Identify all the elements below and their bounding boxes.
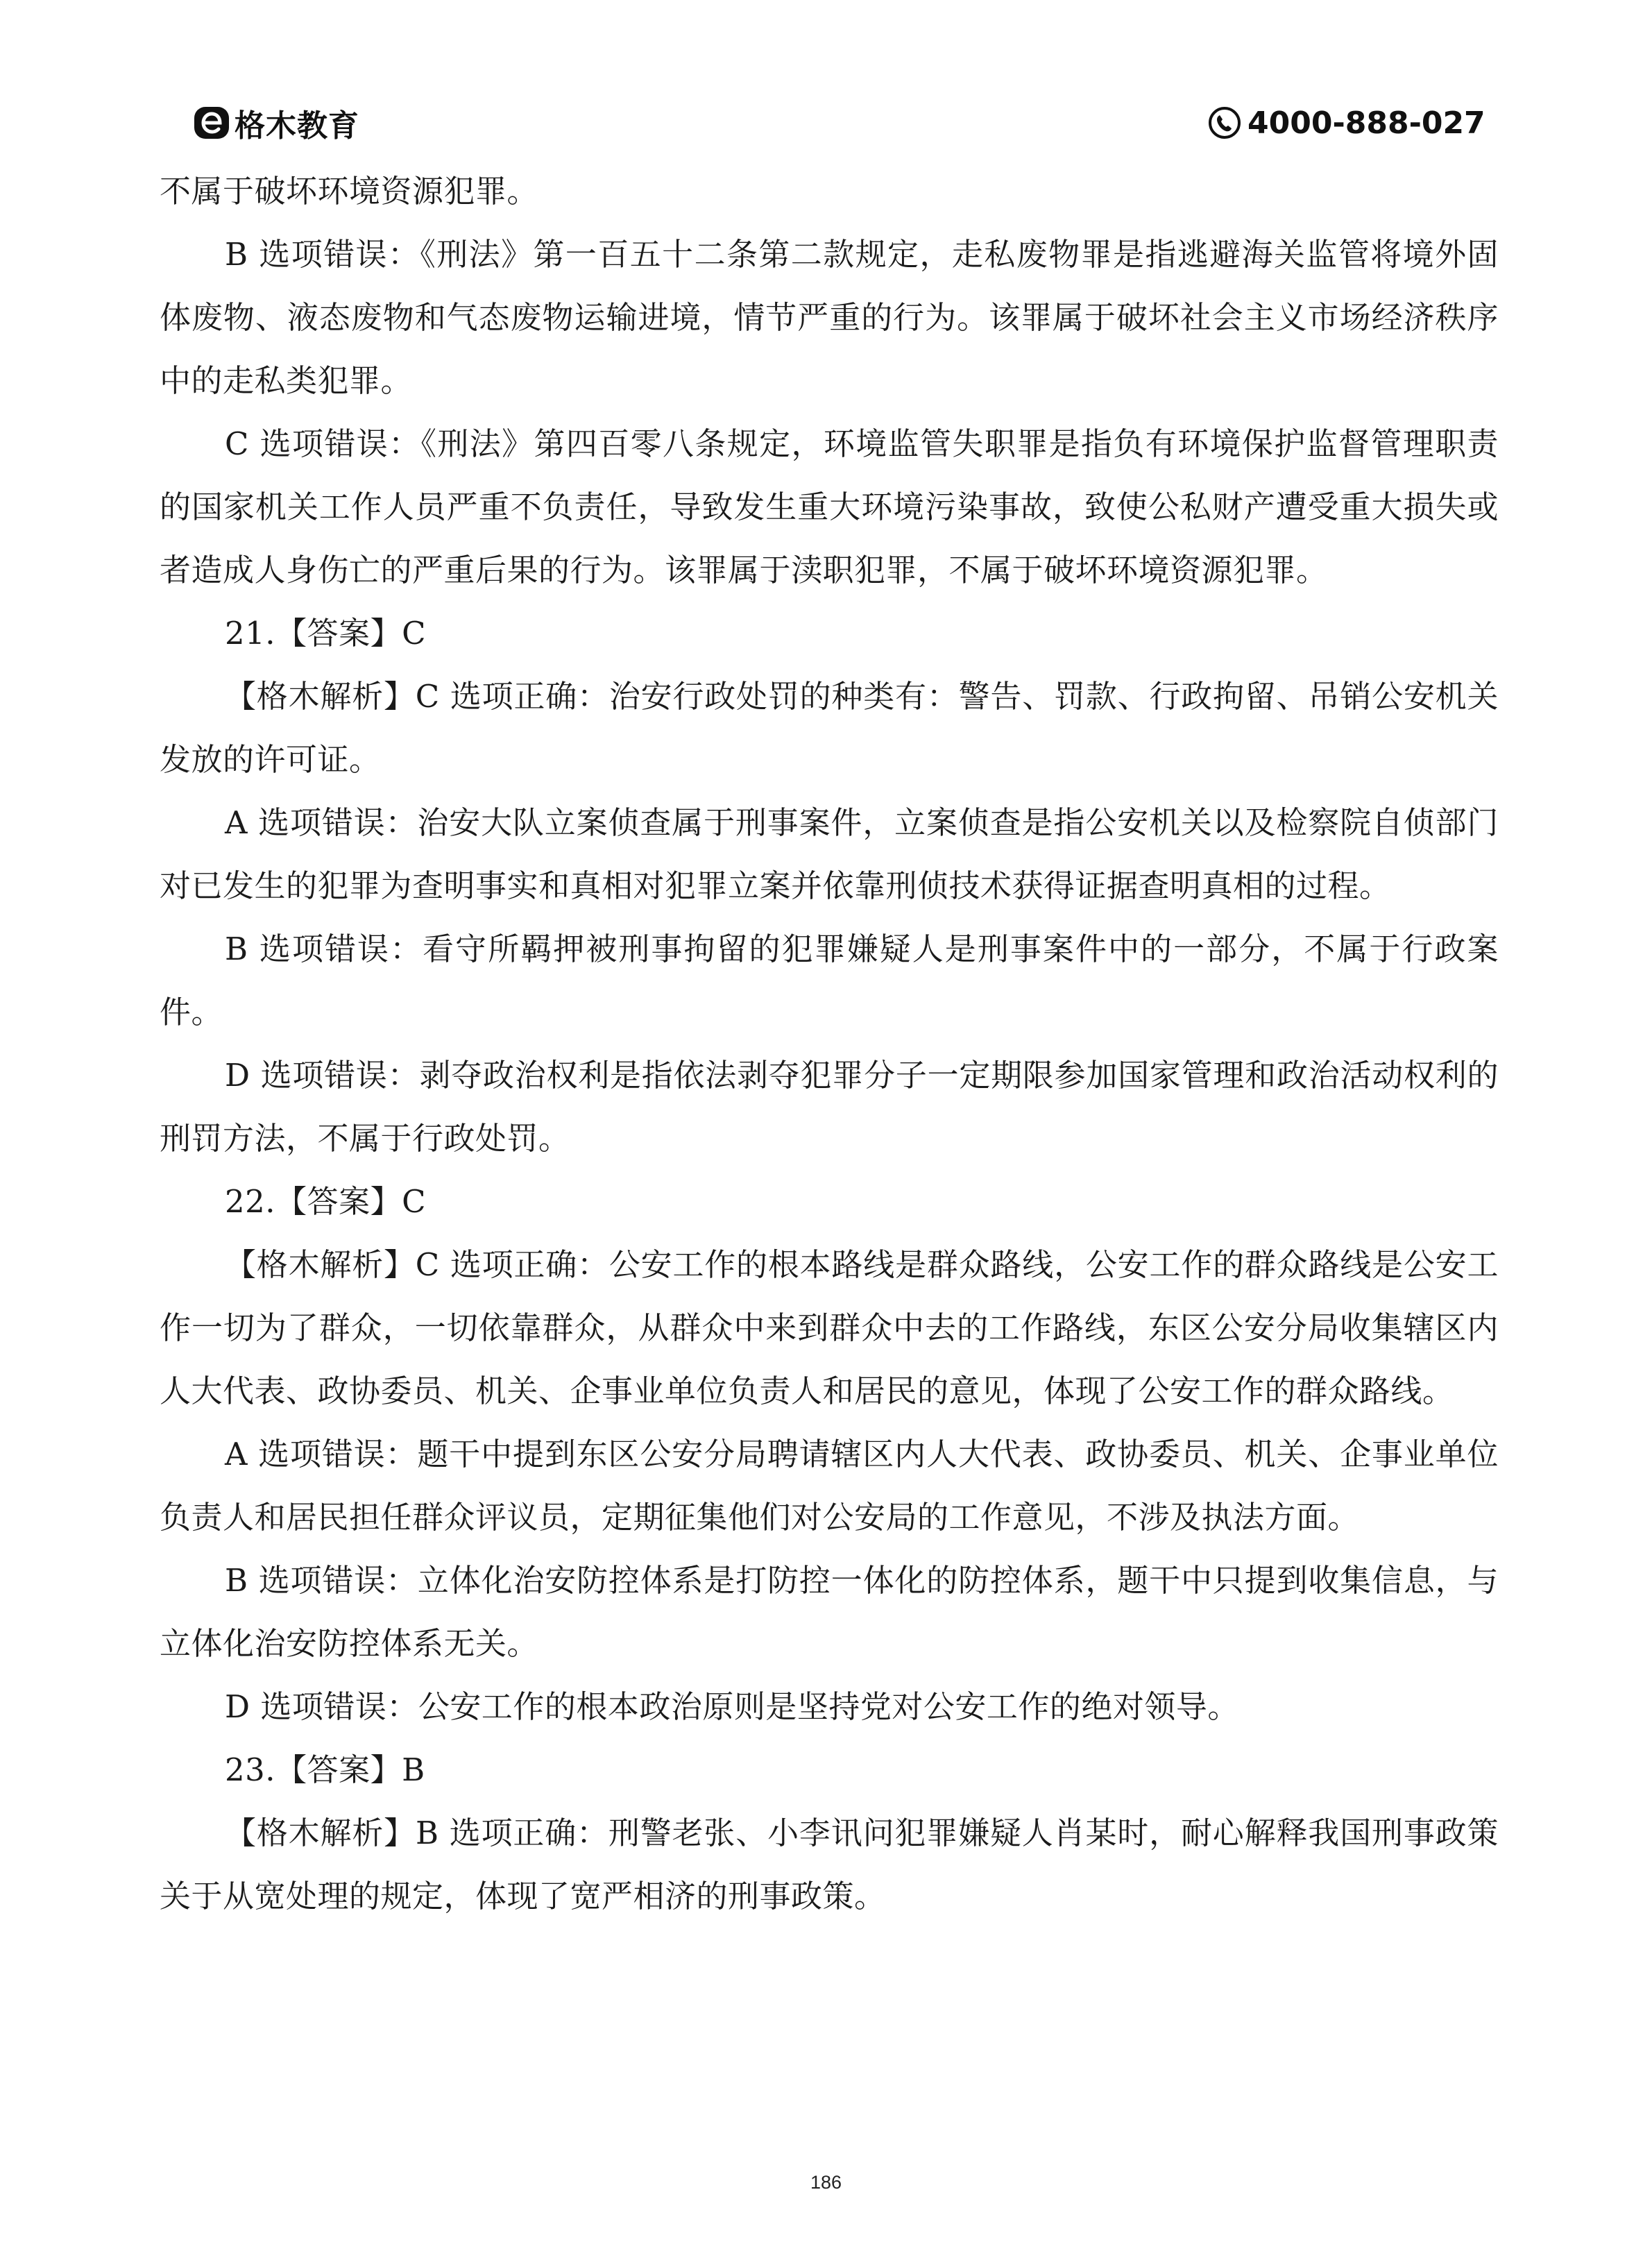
paragraph: A 选项错误：治安大队立案侦查属于刑事案件，立案侦查是指公安机关以及检察院自侦部门对已发生的犯罪为查明事实和真相对犯罪立案并依靠刑侦技术获得证据查明真相的过程。 [160,804,1499,904]
phone-number: 4000-888-027 [1247,105,1485,141]
paragraph: C 选项错误：《刑法》第四百零八条规定，环境监管失职罪是指负有环境保护监督管理职责的国家机关工作人员严重不负责任，导致发生重大环境污染事故，致使公私财产遭受重大损失或者造成人身伤亡的严重后果的行为。该罪属于渎职犯罪，不属于破坏环境资源犯罪。 [160,425,1499,588]
paragraph: A 选项错误：题干中提到东区公安分局聘请辖区内人大代表、政协委员、机关、企事业单位负责人和居民担任群众评议员，定期征集他们对公安局的工作意见，不涉及执法方面。 [160,1436,1499,1536]
paragraph: 【格木解析】C 选项正确：公安工作的根本路线是群众路线，公安工作的群众路线是公安工作一切为了群众，一切依靠群众，从群众中来到群众中去的工作路线，东区公安分局收集辖区内人大代表、政协委员、机关、企事业单位负责人和居民的意见，体现了公安工作的群众路线。 [160,1246,1499,1409]
paragraph: B 选项错误：《刑法》第一百五十二条第二款规定，走私废物罪是指逃避海关监管将境外固体废物、液态废物和气态废物运输进境，情节严重的行为。该罪属于破坏社会主义市场经济秩序中的走私类犯罪。 [160,236,1499,399]
brand-name: 格木教育 [235,108,359,144]
phone-icon [1207,105,1242,140]
paragraph: B 选项错误：看守所羁押被刑事拘留的犯罪嫌疑人是刑事案件中的一部分，不属于行政案件。 [160,931,1499,1030]
hotline [1207,103,1485,143]
paragraph: B 选项错误：立体化治安防控体系是打防控一体化的防控体系，题干中只提到收集信息，与立体化治安防控体系无关。 [160,1562,1499,1662]
answer-heading: 22.【答案】C [225,1183,426,1220]
page-header [0,0,1652,167]
e-logo-icon [193,104,230,142]
page-number: 186 [810,2172,842,2193]
paragraph: 不属于破坏环境资源犯罪。 [160,173,539,210]
paragraph: D 选项错误：公安工作的根本政治原则是坚持党对公安工作的绝对领导。 [225,1688,1239,1725]
answer-heading: 23.【答案】B [225,1751,425,1788]
paragraph: D 选项错误：剥夺政治权利是指依法剥夺犯罪分子一定期限参加国家管理和政治活动权利的刑罚方法，不属于行政处罚。 [160,1057,1499,1157]
paragraph: 【格木解析】B 选项正确：刑警老张、小李讯问犯罪嫌疑人肖某时，耐心解释我国刑事政策关于从宽处理的规定，体现了宽严相济的刑事政策。 [160,1815,1499,1914]
document-body [160,160,1499,1928]
answer-heading: 21.【答案】C [225,615,426,652]
paragraph: 【格木解析】C 选项正确：治安行政处罚的种类有：警告、罚款、行政拘留、吊销公安机关发放的许可证。 [160,678,1499,778]
brand-logo [193,103,359,143]
